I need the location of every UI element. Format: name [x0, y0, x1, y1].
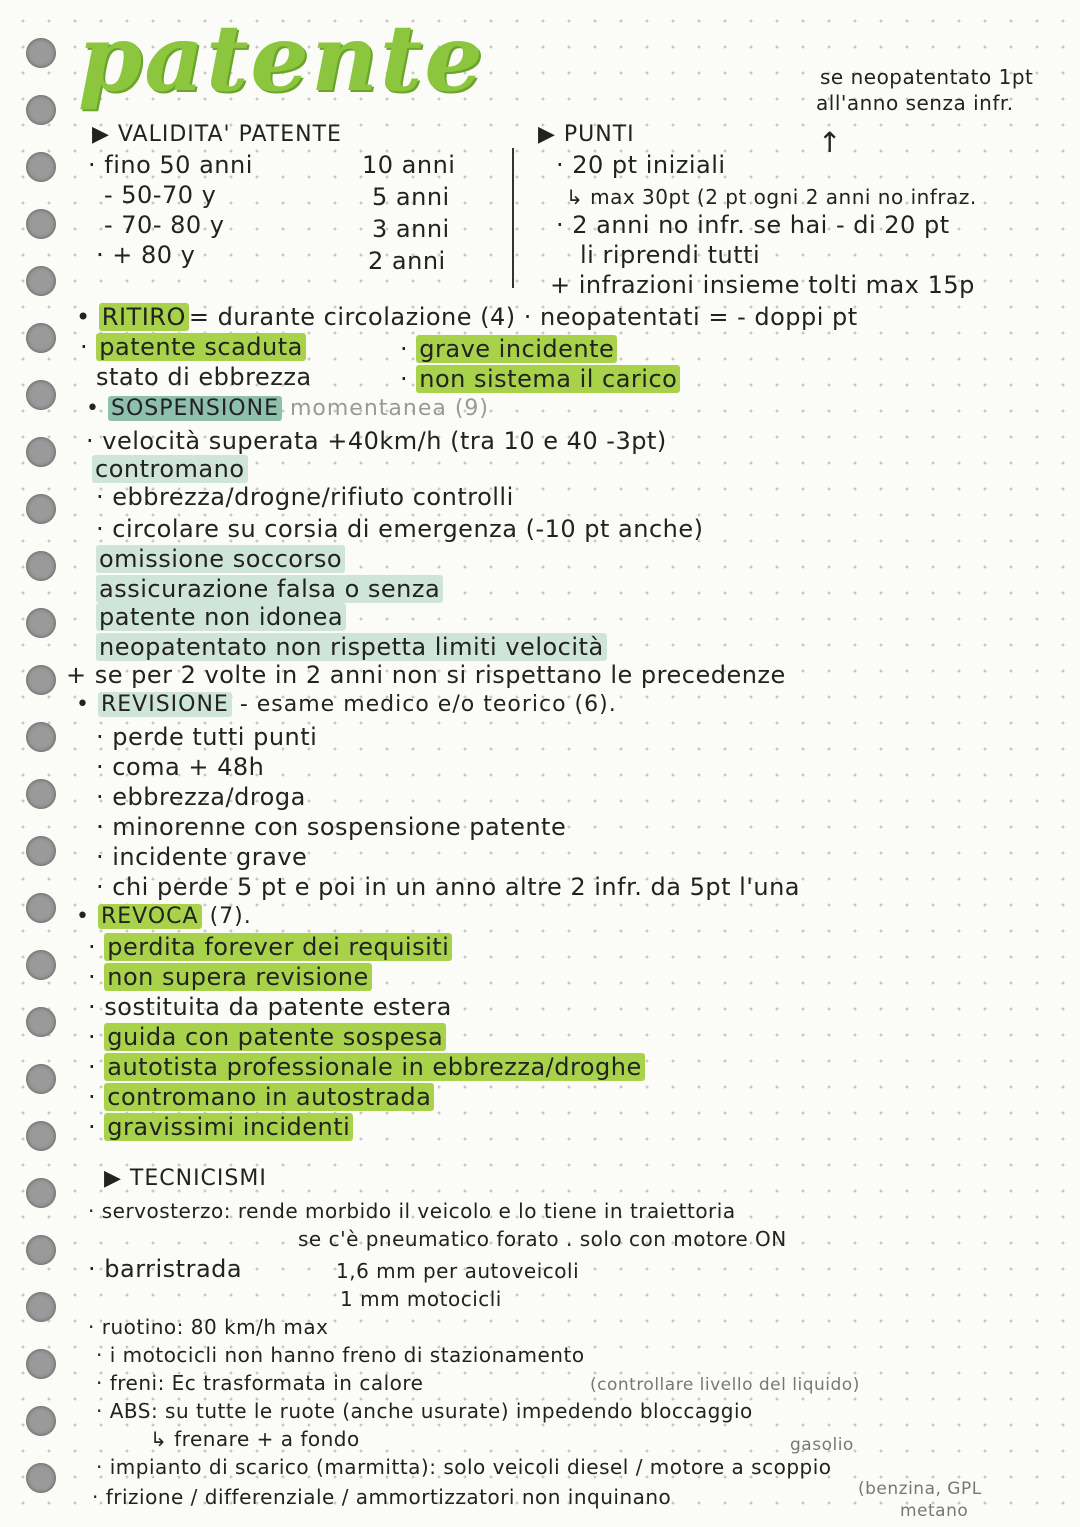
sospensione-item: · velocità superata +40km/h (tra 10 e 40 -3pt): [86, 427, 667, 455]
validita-value: 3 anni: [372, 215, 450, 243]
hole: [26, 950, 56, 980]
tecnicismi-line: · barristrada: [88, 1255, 243, 1283]
hole: [26, 437, 56, 467]
hole: [26, 1406, 56, 1436]
ritiro-item-text: non sistema il carico: [416, 365, 680, 393]
tecnicismi-line: · ABS: su tutte le ruote (anche usurate) impedendo bloccaggio: [96, 1399, 753, 1423]
punti-line: · 20 pt iniziali: [556, 151, 726, 179]
sospensione-item-text: patente non idonea: [96, 603, 346, 631]
sospensione-desc: momentanea (9): [289, 396, 490, 421]
hole: [26, 608, 56, 638]
punti-line: ↳ max 30pt (2 pt ogni 2 anni no infraz.: [566, 185, 977, 209]
sospensione-item-text: velocità superata +40km/h (tra 10 e 40 -3pt): [102, 427, 667, 455]
ritiro-item: [96, 362, 312, 392]
sospensione-item: [96, 632, 607, 662]
binder-holes: [14, 0, 54, 1527]
validita-value: 2 anni: [368, 247, 446, 275]
validita-age: · fino 50 anni: [88, 151, 253, 179]
sospensione-item-text: contromano: [92, 455, 248, 483]
sospensione-row: • SOSPENSIONE momentanea (9): [86, 396, 490, 421]
sospensione-item: [96, 544, 345, 574]
ritiro-item: · patente scaduta: [80, 332, 306, 362]
sospensione-item-text: ebbrezza/drogne/rifiuto controlli: [112, 483, 514, 511]
revisione-item: · incidente grave: [96, 843, 308, 871]
tecnicismi-line: 1 mm motocicli: [340, 1287, 502, 1311]
hole: [26, 38, 56, 68]
revisione-desc: - esame medico e/o teorico (6).: [239, 692, 617, 717]
ritiro-item-text: patente scaduta: [96, 333, 306, 361]
revoca-item: · gravissimi incidenti: [88, 1112, 353, 1142]
arrow-up-icon: ↑: [818, 126, 842, 159]
tecnicismi-line: se c'è pneumatico forato . solo con motore ON: [298, 1227, 787, 1251]
revoca-desc: (7).: [209, 904, 252, 929]
hole: [26, 1235, 56, 1265]
punti-heading: ▶ PUNTI: [538, 122, 635, 147]
revoca-label: REVOCA: [98, 904, 202, 929]
ritiro-item-text: stato di ebbrezza: [96, 363, 312, 391]
revisione-label: REVISIONE: [98, 692, 232, 717]
sospensione-item: [96, 602, 346, 632]
ritiro-desc: = durante circolazione (4) · neopatentati = - doppi pt: [188, 303, 858, 331]
ritiro-label: RITIRO: [99, 303, 189, 331]
validita-age: · + 80 y: [96, 241, 196, 269]
ritiro-item: · non sistema il carico: [400, 364, 680, 394]
hole: [26, 836, 56, 866]
revisione-item: · ebbrezza/droga: [96, 783, 306, 811]
validita-age: - 50-70 y: [104, 181, 217, 209]
revoca-item-text: perdita forever dei requisiti: [104, 933, 452, 961]
hole: [26, 1064, 56, 1094]
sospensione-label: SOSPENSIONE: [108, 396, 282, 421]
tecnicismi-line: · servosterzo: rende morbido il veicolo e lo tiene in traiettoria: [88, 1199, 736, 1223]
hole: [26, 266, 56, 296]
revisione-item-text: chi perde 5 pt e poi in un anno altre 2 infr. da 5pt l'una: [112, 873, 800, 901]
tecnicismi-line: ↳ frenare + a fondo: [150, 1427, 360, 1451]
tecnicismi-line: · i motocicli non hanno freno di stazionamento: [96, 1343, 585, 1367]
sospensione-item-text: neopatentato non rispetta limiti velocità: [96, 633, 607, 661]
revoca-item: · perdita forever dei requisiti: [88, 932, 452, 962]
tecnicismi-line: gasolio: [790, 1435, 854, 1455]
sospensione-item: [92, 454, 248, 484]
tecnicismi-line: metano: [900, 1501, 969, 1521]
revisione-item: · chi perde 5 pt e poi in un anno altre 2 infr. da 5pt l'una: [96, 873, 800, 901]
hole: [26, 380, 56, 410]
column-divider: [512, 148, 514, 288]
hole: [26, 1349, 56, 1379]
validita-value: 5 anni: [372, 183, 450, 211]
punti-line: + infrazioni insieme tolti max 15p: [550, 271, 975, 299]
hole: [26, 1121, 56, 1151]
sospensione-item: · ebbrezza/drogne/rifiuto controlli: [96, 483, 514, 511]
punti-line: · 2 anni no infr. se hai - di 20 pt: [556, 211, 950, 239]
revisione-item-text: perde tutti punti: [112, 723, 318, 751]
validita-heading: ▶ VALIDITA' PATENTE: [92, 122, 342, 147]
neopatentato-note: se neopatentato 1pt: [820, 65, 1034, 89]
hole: [26, 722, 56, 752]
tecnicismi-heading: ▶ TECNICISMI: [104, 1166, 267, 1191]
hole: [26, 152, 56, 182]
validita-value: 10 anni: [362, 151, 456, 179]
hole: [26, 551, 56, 581]
revisione-item-text: coma + 48h: [112, 753, 265, 781]
punti-line: li riprendi tutti: [580, 241, 761, 269]
revoca-item: · non supera revisione: [88, 962, 372, 992]
hole: [26, 665, 56, 695]
sospensione-item: · circolare su corsia di emergenza (-10 pt anche): [96, 515, 704, 543]
hole: [26, 1292, 56, 1322]
revoca-item-text: gravissimi incidenti: [104, 1113, 353, 1141]
sospensione-item-text: assicurazione falsa o senza: [96, 575, 443, 603]
revoca-item: · contromano in autostrada: [88, 1082, 434, 1112]
tecnicismi-line: · frizione / differenziale / ammortizzatori non inquinano: [92, 1485, 672, 1509]
tecnicismi-line: (controllare livello del liquido): [590, 1375, 860, 1395]
neopatentato-note: all'anno senza infr.: [816, 91, 1014, 115]
hole: [26, 95, 56, 125]
revisione-item: · coma + 48h: [96, 753, 265, 781]
revisione-item-text: ebbrezza/droga: [112, 783, 306, 811]
hole: [26, 893, 56, 923]
sospensione-item-text: circolare su corsia di emergenza (-10 pt anche): [112, 515, 704, 543]
hole: [26, 779, 56, 809]
revoca-item-text: non supera revisione: [104, 963, 371, 991]
revoca-item-text: guida con patente sospesa: [104, 1023, 446, 1051]
revoca-row: • REVOCA (7).: [76, 904, 252, 929]
revisione-row: • REVISIONE - esame medico e/o teorico (6).: [76, 692, 617, 717]
revoca-item-text: autotista professionale in ebbrezza/droghe: [104, 1053, 644, 1081]
ritiro-item: · grave incidente: [400, 334, 617, 364]
revisione-item-text: incidente grave: [112, 843, 308, 871]
tecnicismi-line: · ruotino: 80 km/h max: [88, 1315, 329, 1339]
ritiro-row: • RITIRO = durante circolazione (4) · neopatentati = - doppi pt: [76, 303, 858, 331]
tecnicismi-line: (benzina, GPL: [858, 1479, 982, 1499]
hole: [26, 494, 56, 524]
revisione-item-text: minorenne con sospensione patente: [112, 813, 567, 841]
validita-age: - 70- 80 y: [104, 211, 225, 239]
revisione-item: · minorenne con sospensione patente: [96, 813, 567, 841]
sospensione-item: [96, 574, 443, 604]
revoca-item: · guida con patente sospesa: [88, 1022, 446, 1052]
tecnicismi-line: 1,6 mm per autoveicoli: [336, 1259, 580, 1283]
revoca-item: · autotista professionale in ebbrezza/droghe: [88, 1052, 645, 1082]
revoca-item-text: sostituita da patente estera: [104, 993, 452, 1021]
page-title: patente: [78, 4, 485, 112]
revoca-item-text: contromano in autostrada: [104, 1083, 434, 1111]
hole: [26, 1463, 56, 1493]
hole: [26, 1007, 56, 1037]
tecnicismi-line: · freni: Ec trasformata in calore: [96, 1371, 424, 1395]
revoca-item: · sostituita da patente estera: [88, 993, 452, 1021]
hole: [26, 323, 56, 353]
sospensione-item-text: omissione soccorso: [96, 545, 345, 573]
tecnicismi-line: · impianto di scarico (marmitta): solo veicoli diesel / motore a scoppio: [96, 1455, 832, 1479]
hole: [26, 1178, 56, 1208]
hole: [26, 209, 56, 239]
revisione-item: · perde tutti punti: [96, 723, 318, 751]
sospensione-plus: + se per 2 volte in 2 anni non si rispettano le precedenze: [66, 661, 786, 689]
ritiro-item-text: grave incidente: [416, 335, 617, 363]
